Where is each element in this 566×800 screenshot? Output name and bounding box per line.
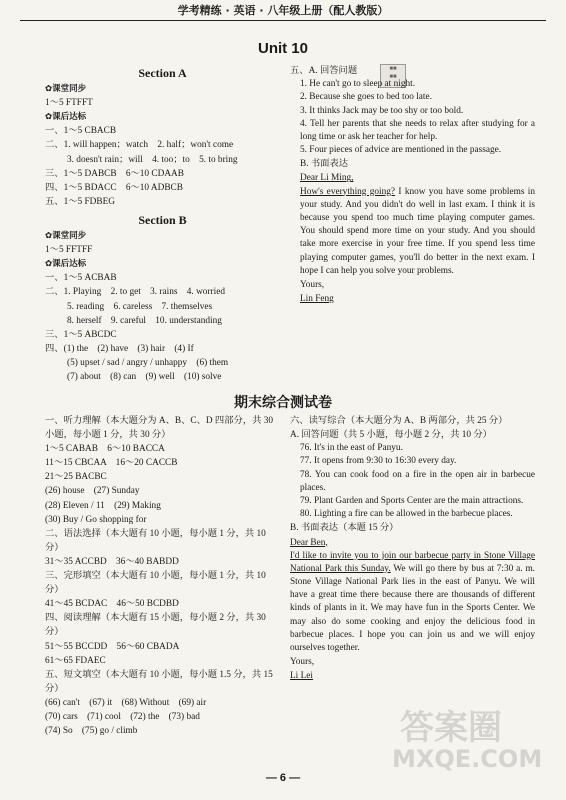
invite-opening: I'd like to invite you to join our barbecue party in Stone Village National Park this Sunday. — [290, 550, 535, 574]
answer-line: (7) about (8) can (9) well (10) solve — [67, 371, 222, 382]
part5-b-heading: B. 书面表达 — [300, 159, 349, 170]
stamp-icon: ■■ ■■ — [380, 64, 406, 88]
answer-line: 二、1. will happen；watch 2. half；won't come — [45, 140, 234, 151]
unit-title: Unit 10 — [257, 40, 308, 57]
answer-line: ✿课堂同步 — [45, 84, 87, 95]
watermark-logo: 答案圈 — [400, 708, 502, 748]
answer-line: (5) upset / sad / angry / unhappy (6) them — [67, 357, 229, 368]
answer-item: 5. Four pieces of advice are mentioned in the passage. — [300, 145, 502, 156]
answer-line: 3. doesn't rain；will 4. too；to 5. to bring — [67, 154, 238, 165]
exam-right-column — [290, 414, 535, 683]
section-a-title: Section A — [138, 66, 187, 80]
answer-line: 41～45 BCDAC 46～50 BCDBD — [45, 599, 179, 610]
answer-item: 4. Tell her parents that she needs to relax after studying for a long time or ask her teacher for help. — [300, 118, 535, 142]
answer-item: 76. It's in the east of Panyu. — [300, 443, 403, 454]
answer-line: 1～5 FFTFF — [45, 245, 93, 256]
answer-item: 2. Because she goes to bed too late. — [300, 92, 432, 103]
answer-line: 三、1～5 DABCB 6～10 CDAAB — [45, 168, 184, 179]
answer-line: ✿课堂同步 — [45, 231, 87, 242]
answer-line: 31～35 ACCBD 36～40 BABDD — [45, 556, 179, 567]
answer-line: 51～55 BCCDD 56～60 CBADA — [45, 641, 180, 652]
answer-line: 五、1～5 FDBEG — [45, 196, 115, 207]
letter-salutation: Dear Li Ming, — [300, 173, 354, 184]
answer-line: ✿课后达标 — [45, 259, 87, 270]
part6-heading: 六、读写综合（本大题分为 A、B 两部分，共 25 分） — [290, 416, 508, 426]
left-column-top — [45, 64, 280, 384]
answer-line: 四、阅读理解（本大题有 15 小题，每小题 2 分，共 30 分） — [45, 613, 266, 638]
section-a-answers — [45, 82, 280, 209]
header-rule — [20, 20, 546, 21]
section-b-answers — [45, 229, 280, 384]
answer-line: (70) cars (71) cool (72) the (73) bad — [45, 711, 200, 722]
answer-line: (26) house (27) Sunday — [45, 486, 140, 497]
answer-line: 二、1. Playing 2. to get 3. rains 4. worried — [45, 287, 225, 298]
answer-line: 二、语法选择（本大题有 10 小题，每小题 1 分，共 10 分） — [45, 528, 266, 553]
answer-line: 1～5 CABAB 6～10 BACCA — [45, 444, 165, 455]
answer-line: 四、(1) the (2) have (3) hair (4) If — [45, 343, 194, 354]
answer-item: 77. It opens from 9:30 to 16:30 every day. — [300, 456, 457, 467]
answer-line: 三、完形填空（本大题有 10 小题，每小题 1 分，共 10 分） — [45, 571, 266, 596]
answer-line: (66) can't (67) it (68) Without (69) air — [45, 697, 207, 708]
answer-line: 一、听力理解（本大题分为 A、B、C、D 四部分，共 30 小题，每小题 1 分，共 30 分） — [45, 416, 274, 441]
invite-signature: Li Lei — [290, 671, 313, 682]
watermark-url: MXQE.COM — [392, 745, 543, 773]
letter-closing: Yours, — [300, 279, 325, 290]
page-header — [0, 0, 566, 22]
invite-closing: Yours, — [290, 657, 315, 668]
exam-title: 期末综合测试卷 — [234, 395, 332, 411]
section-b-title: Section B — [138, 212, 187, 227]
page-number: — 6 — — [265, 772, 301, 784]
answer-line: (28) Eleven / 11 (29) Making — [45, 500, 161, 511]
right-column-top — [290, 64, 535, 306]
answer-line: 61～65 FDAEC — [45, 655, 106, 666]
answer-line: 11～15 CBCAA 16～20 CACCB — [45, 458, 178, 469]
answer-line: 五、短文填空（本大题有 10 小题，每小题 1.5 分，共 15 分） — [45, 669, 273, 694]
letter-text: I know you have some problems in your study. And you didn't do well in last exam. I think it is because you spend too much time playing computer games. You should spend more time on your study. And you should take more exercise in your free time. If you spend less time playing computer games, you'll do better in the next exam. I hope I can help you solve your problems. — [300, 186, 536, 276]
letter-body — [290, 186, 535, 278]
part5-answers — [290, 78, 535, 157]
answer-item: 1. He can't go to sleep at night. — [300, 79, 416, 90]
answer-item: 78. You can cook food on a fire in the open air in barbecue places. — [300, 469, 535, 493]
answer-line: 5. reading 6. careless 7. themselves — [67, 301, 213, 312]
answer-line: 三、1～5 ABCDC — [45, 329, 117, 340]
answer-item: 79. Plant Garden and Sports Center are the main attractions. — [300, 496, 524, 506]
answer-item: 80. Lighting a fire can be allowed in the barbecue places. — [300, 509, 513, 520]
part6-b-heading: B. 书面表达（本题 15 分） — [290, 523, 399, 534]
part5-heading: 五、A. 回答问题 — [290, 66, 358, 76]
answer-line: 8. herself 9. careful 10. understanding — [67, 315, 222, 326]
answer-line: 一、1～5 CBACB — [45, 126, 117, 137]
answer-line: 四、1～5 BDACC 6～10 ADBCB — [45, 182, 183, 193]
answer-line: ✿课后达标 — [45, 112, 87, 123]
invite-text: We will go there by bus at 7:30 a. m. Stone Village National Park lies in the east of Panyu. We will have a great time there because there are thousands of different kinds of plants in it. We may have fun in the Sports Center. We may also do some cooking and enjoy the delicious food in barbecue places. I hope you can join us and we will enjoy ourselves together. — [290, 563, 535, 654]
letter-opening: How's everything going? — [300, 186, 396, 197]
answer-line: 一、1～5 ACBAB — [45, 273, 117, 284]
part6-answers — [290, 442, 535, 521]
exam-left-column — [45, 414, 280, 738]
exam-left-answers — [45, 414, 280, 738]
answer-line: (30) Buy / Go shopping for — [45, 514, 147, 525]
letter-signature: Lin Feng — [300, 294, 334, 305]
answer-line: 1～5 FTFFT — [45, 98, 93, 109]
answer-line: 21～25 BACBC — [45, 472, 107, 483]
invite-body — [290, 550, 535, 656]
part6-a-heading: A. 回答问题（共 5 小题，每小题 2 分，共 10 分） — [290, 430, 492, 441]
answer-item: 3. It thinks Jack may be too shy or too bold. — [300, 105, 464, 116]
invite-salutation: Dear Ben, — [290, 537, 328, 548]
header-title: 学考精练 · 英语 · 八年级上册（配人教版） — [177, 4, 389, 17]
answer-line: (74) So (75) go / climb — [45, 726, 138, 737]
